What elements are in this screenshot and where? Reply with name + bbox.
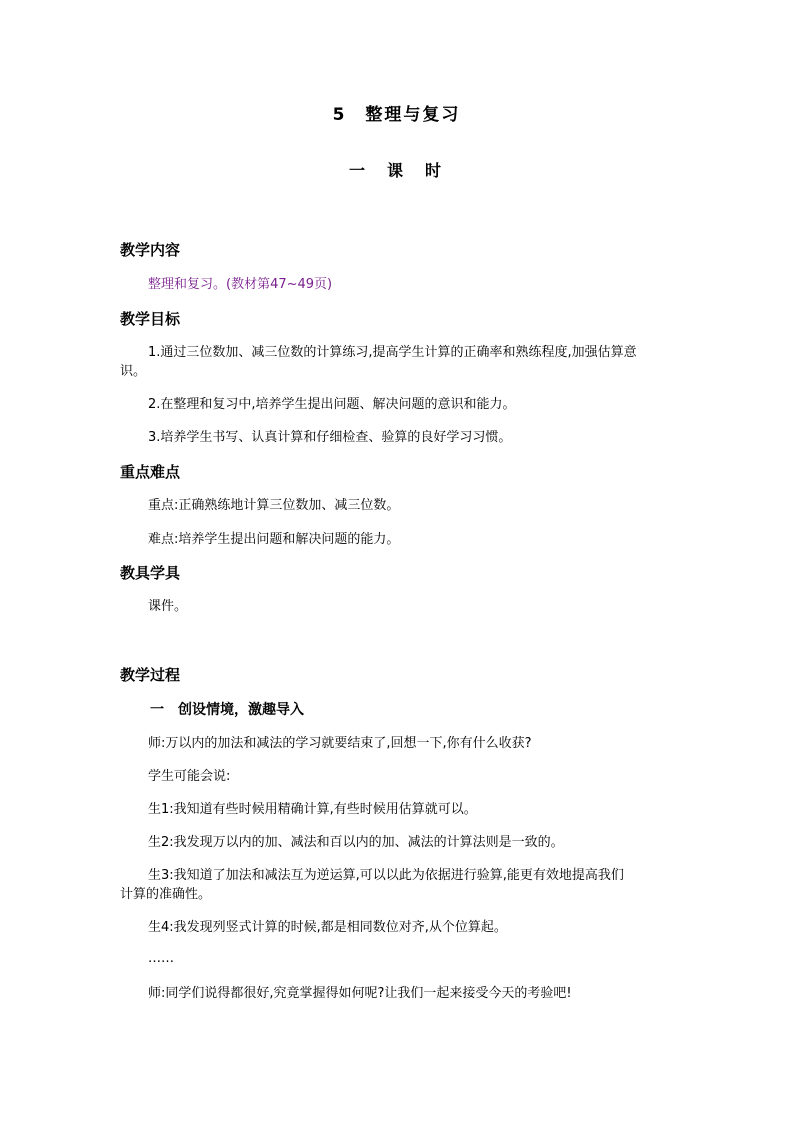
- heading-key-points: 重点难点: [120, 463, 181, 481]
- process-paragraph-4: 生2:我发现万以内的加、减法和百以内的加、减法的计算法则是一致的。: [148, 835, 564, 850]
- process-step-1-heading: 一 创设情境，激趣导入: [150, 702, 304, 718]
- page-subtitle: 一 课 时: [348, 161, 444, 180]
- heading-goals: 教学目标: [120, 310, 181, 328]
- content-text: 整理和复习。(教材第47~49页): [148, 277, 333, 292]
- goal-item-1-line-2: 识。: [120, 364, 147, 379]
- key-point: 重点:正确熟练地计算三位数加、减三位数。: [148, 498, 400, 513]
- process-paragraph-5-line-2: 计算的准确性。: [120, 887, 212, 902]
- page-title: 5 整理与复习: [332, 105, 461, 125]
- goal-item-1-line-1: 1.通过三位数加、减三位数的计算练习,提高学生计算的正确率和熟练程度,加强估算意: [148, 345, 637, 360]
- process-paragraph-7: 师:同学们说得都很好,究竟掌握得如何呢?让我们一起来接受今天的考验吧!: [148, 986, 572, 1001]
- process-paragraph-5-line-1: 生3:我知道了加法和减法互为逆运算,可以以此为依据进行验算,能更有效地提高我们: [148, 868, 624, 883]
- difficulty-point: 难点:培养学生提出问题和解决问题的能力。: [148, 532, 400, 547]
- tools-text: 课件。: [148, 599, 188, 614]
- goal-item-2: 2.在整理和复习中,培养学生提出问题、解决问题的意识和能力。: [148, 397, 516, 412]
- heading-process: 教学过程: [120, 666, 181, 684]
- heading-content: 教学内容: [120, 241, 181, 259]
- process-paragraph-6: 生4:我发现列竖式计算的时候,都是相同数位对齐,从个位算起。: [148, 920, 507, 935]
- goal-item-3: 3.培养学生书写、认真计算和仔细检查、验算的良好学习习惯。: [148, 430, 512, 445]
- heading-tools: 教具学具: [120, 564, 181, 582]
- process-paragraph-3: 生1:我知道有些时候用精确计算,有些时候用估算就可以。: [148, 802, 477, 817]
- process-paragraph-1: 师:万以内的加法和减法的学习就要结束了,回想一下,你有什么收获?: [148, 736, 532, 751]
- process-paragraph-2: 学生可能会说:: [148, 769, 231, 784]
- process-ellipsis: ……: [148, 951, 174, 966]
